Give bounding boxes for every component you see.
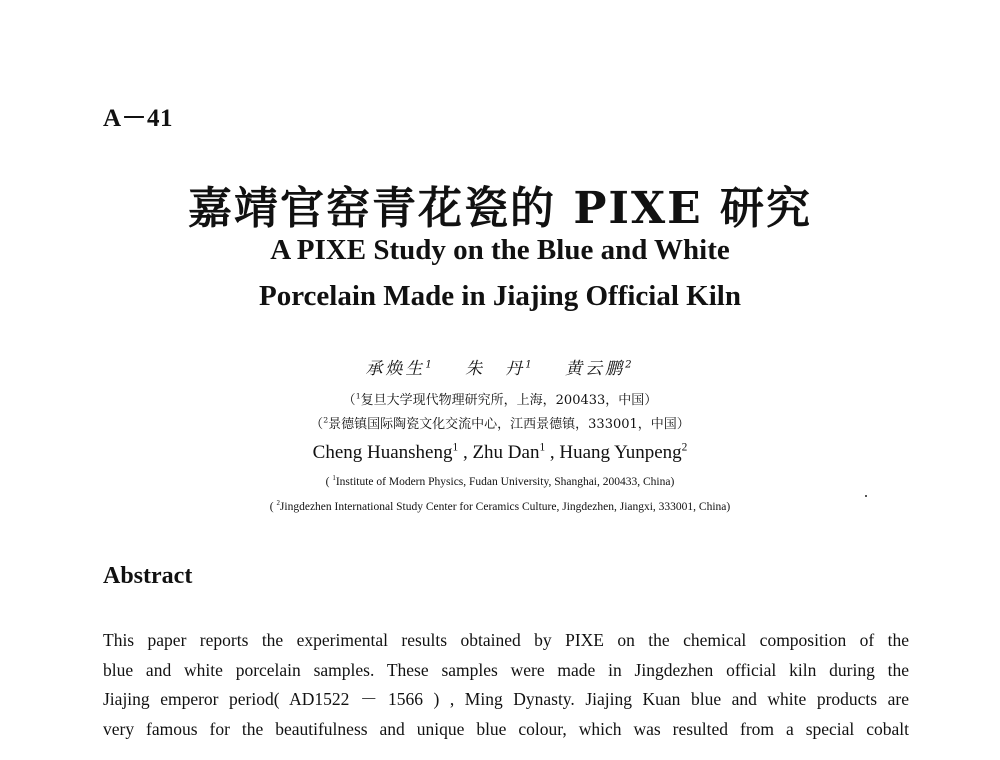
author-en-1: Cheng Huansheng$^1$: [312, 441, 459, 463]
affiliation-en-1: ( $^1$Institute of Modern Physics, Fudan University, Shanghai, 200433, China): [325, 475, 675, 488]
author-en-2: Zhu Dan$^1$: [472, 441, 546, 463]
author-zh-1: 承焕生$^1$: [365, 359, 435, 379]
title-english-line-2: Porcelain Made in Jiajing Official Kiln: [259, 280, 741, 312]
abstract-body: [103, 626, 909, 744]
abstract-line: blue and white porcelain samples. These samples were made in Jingdezhen official kiln during the: [103, 659, 909, 680]
affiliation-zh-2: （$^2$景德镇国际陶瓷文化交流中心，江西景德镇，333001，中国）: [310, 415, 690, 432]
abstract-line: Jiajing emperor period( AD1522 － 1566 ) , Ming Dynasty. Jiajing Kuan blue and white products are: [103, 689, 909, 709]
authors-chinese: [0, 354, 1000, 379]
paper-code: A－41: [103, 105, 174, 132]
author-en-3: Huang Yunpeng$^2$: [559, 441, 688, 463]
abstract-line: This paper reports the experimental results obtained by PIXE on the chemical composition of the: [103, 630, 909, 650]
author-zh-3: 黄云鹏$^2$: [565, 359, 635, 379]
author-zh-2: 朱 丹$^1$: [465, 359, 535, 379]
title-english-line-1: A PIXE Study on the Blue and White: [270, 234, 730, 266]
affiliation-en-2: ( $^2$Jingdezhen International Study Center for Ceramics Culture, Jingdezhen, Jiangxi, 333001, China): [269, 500, 731, 513]
affiliation-zh-1: （$^1$复旦大学现代物理研究所，上海，200433，中国）: [342, 391, 658, 408]
title-chinese: 嘉靖官窑青花瓷的 PIXE 研究: [188, 183, 812, 234]
abstract-line: very famous for the beautifulness and unique blue colour, which was resulted from a special cobalt: [103, 718, 909, 739]
authors-english: Cheng Huansheng$^1$ , Zhu Dan$^1$ , Huang Yunpeng$^2$: [312, 441, 688, 463]
abstract-heading: Abstract: [103, 563, 193, 589]
scan-speck: [865, 495, 867, 497]
